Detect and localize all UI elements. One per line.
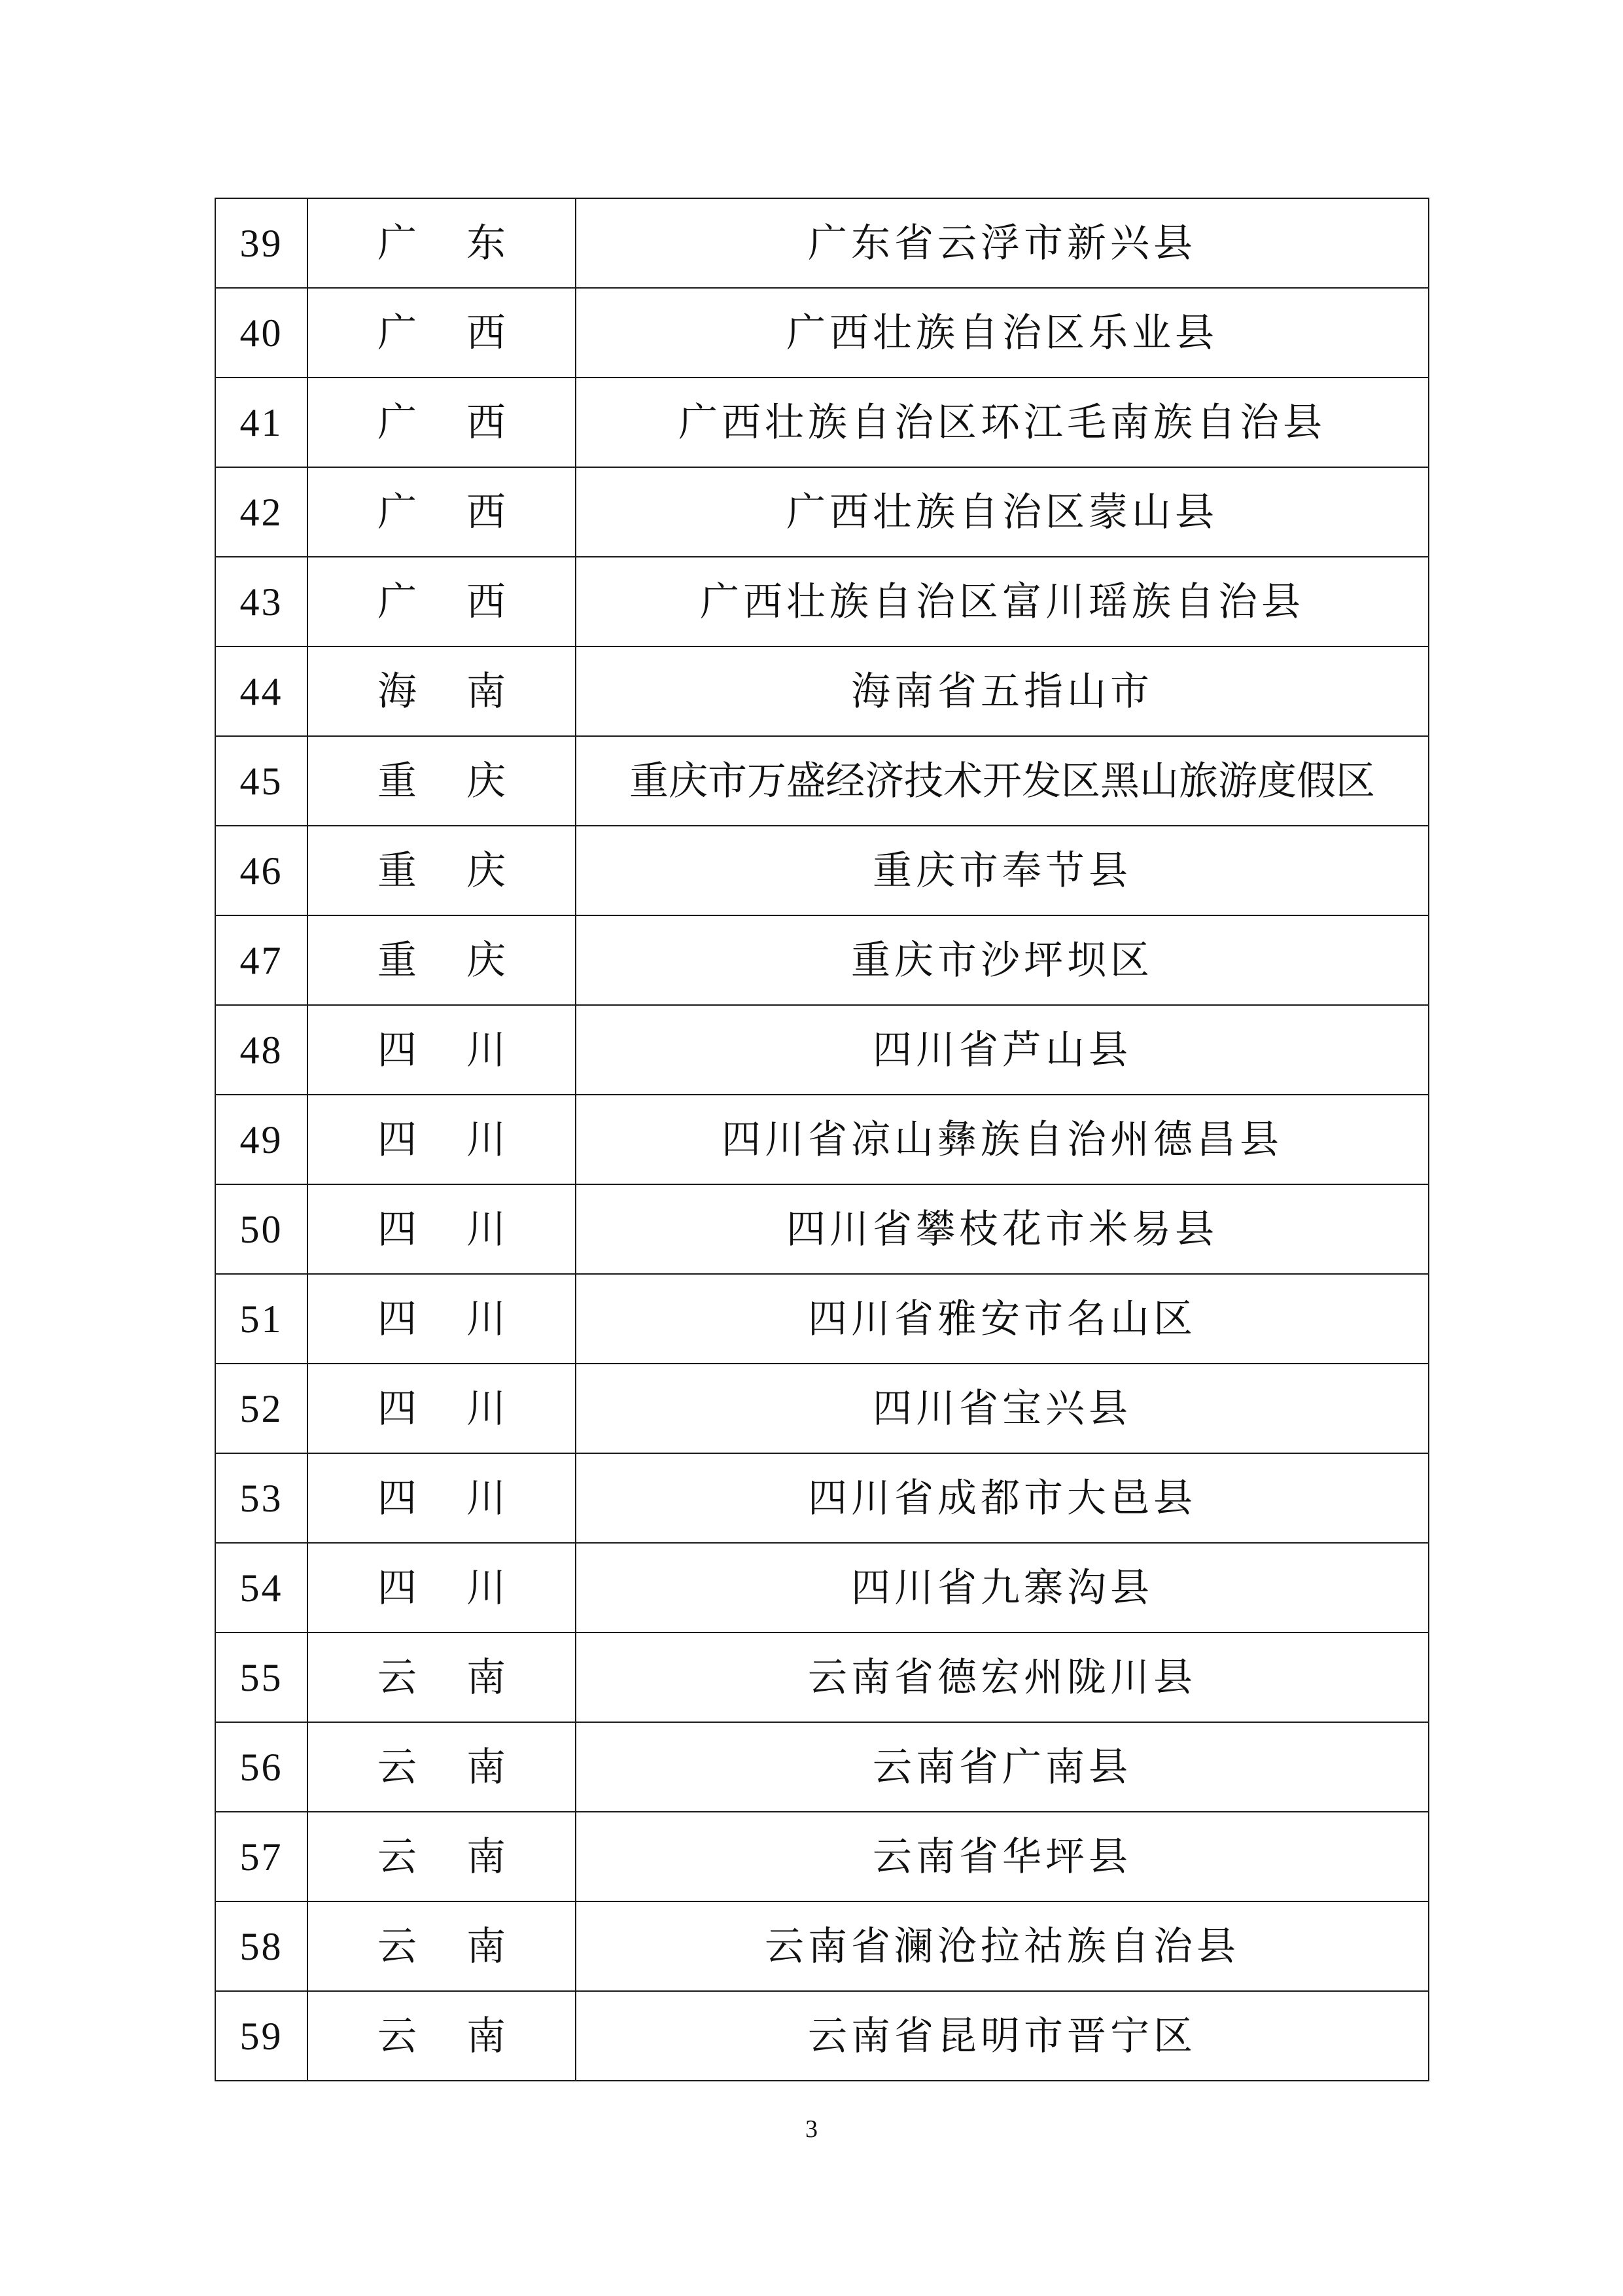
table-row (215, 288, 1429, 378)
province-char: 西 (466, 309, 506, 356)
row-number: 49 (215, 1095, 307, 1184)
table-row (215, 1364, 1429, 1453)
row-number: 55 (215, 1633, 307, 1722)
province-char: 西 (466, 578, 506, 625)
province-char: 四 (377, 1027, 417, 1073)
place-name: 四川省凉山彝族自治州德昌县 (576, 1095, 1429, 1184)
province-char: 云 (377, 1923, 417, 1969)
table-row (215, 1184, 1429, 1274)
table-row (215, 557, 1429, 646)
row-number: 40 (215, 288, 307, 378)
row-number: 59 (215, 1991, 307, 2081)
table-row (215, 467, 1429, 557)
province-char: 四 (377, 1116, 417, 1163)
province-char: 云 (377, 2013, 417, 2059)
province-char: 川 (466, 1206, 506, 1252)
province-char: 海 (377, 668, 417, 715)
province-char: 南 (466, 1654, 506, 1701)
province-cell (307, 1812, 576, 1901)
place-name: 重庆市万盛经济技术开发区黑山旅游度假区 (576, 736, 1429, 826)
page-number: 3 (805, 2115, 818, 2143)
table-row (215, 915, 1429, 1005)
province-char: 四 (377, 1296, 417, 1342)
table-row (215, 1722, 1429, 1812)
province-cell (307, 288, 576, 378)
province-cell (307, 378, 576, 467)
province-char: 庆 (466, 937, 506, 983)
row-number: 50 (215, 1184, 307, 1274)
province-char: 西 (466, 399, 506, 446)
row-number: 54 (215, 1543, 307, 1633)
row-number: 48 (215, 1005, 307, 1095)
province-char: 川 (466, 1564, 506, 1611)
table-row (215, 1095, 1429, 1184)
table-row (215, 378, 1429, 467)
province-char: 重 (377, 758, 417, 804)
place-name: 四川省九寨沟县 (576, 1543, 1429, 1633)
table-row (215, 1901, 1429, 1991)
province-cell (307, 1722, 576, 1812)
place-name: 云南省昆明市晋宁区 (576, 1991, 1429, 2081)
place-name: 广西壮族自治区蒙山县 (576, 467, 1429, 557)
province-char: 重 (377, 937, 417, 983)
province-char: 南 (466, 1923, 506, 1969)
province-char: 东 (466, 220, 506, 266)
province-char: 广 (377, 399, 417, 446)
table-row (215, 736, 1429, 826)
place-name: 四川省攀枝花市米易县 (576, 1184, 1429, 1274)
province-cell (307, 198, 576, 288)
row-number: 53 (215, 1453, 307, 1543)
province-cell (307, 1901, 576, 1991)
row-number: 46 (215, 826, 307, 915)
row-number: 42 (215, 467, 307, 557)
province-char: 川 (466, 1385, 506, 1432)
row-number: 39 (215, 198, 307, 288)
province-char: 云 (377, 1654, 417, 1701)
row-number: 51 (215, 1274, 307, 1364)
place-name: 广西壮族自治区富川瑶族自治县 (576, 557, 1429, 646)
place-name: 云南省德宏州陇川县 (576, 1633, 1429, 1722)
row-number: 43 (215, 557, 307, 646)
province-cell (307, 1991, 576, 2081)
province-char: 庆 (466, 847, 506, 894)
place-name: 重庆市沙坪坝区 (576, 915, 1429, 1005)
province-char: 广 (377, 220, 417, 266)
table-row (215, 1991, 1429, 2081)
province-char: 云 (377, 1833, 417, 1880)
place-name: 广西壮族自治区乐业县 (576, 288, 1429, 378)
place-name: 四川省雅安市名山区 (576, 1274, 1429, 1364)
province-cell (307, 646, 576, 736)
province-cell (307, 915, 576, 1005)
province-cell (307, 1543, 576, 1633)
province-char: 四 (377, 1206, 417, 1252)
province-char: 四 (377, 1475, 417, 1521)
place-name: 四川省宝兴县 (576, 1364, 1429, 1453)
province-char: 广 (377, 309, 417, 356)
province-char: 重 (377, 847, 417, 894)
province-char: 广 (377, 578, 417, 625)
table-row (215, 646, 1429, 736)
province-char: 云 (377, 1744, 417, 1790)
province-char: 川 (466, 1027, 506, 1073)
province-cell (307, 1453, 576, 1543)
table-row (215, 198, 1429, 288)
province-cell (307, 557, 576, 646)
table-row (215, 826, 1429, 915)
province-cell (307, 1095, 576, 1184)
table-row (215, 1812, 1429, 1901)
place-name: 重庆市奉节县 (576, 826, 1429, 915)
table-body (215, 198, 1429, 2081)
province-cell (307, 1633, 576, 1722)
table-row (215, 1633, 1429, 1722)
place-name: 海南省五指山市 (576, 646, 1429, 736)
province-cell (307, 1184, 576, 1274)
province-char: 四 (377, 1385, 417, 1432)
place-name: 四川省芦山县 (576, 1005, 1429, 1095)
table-row (215, 1453, 1429, 1543)
province-char: 南 (466, 1833, 506, 1880)
province-char: 广 (377, 489, 417, 535)
province-cell (307, 467, 576, 557)
province-char: 南 (466, 1744, 506, 1790)
row-number: 41 (215, 378, 307, 467)
province-cell (307, 826, 576, 915)
province-char: 南 (466, 668, 506, 715)
province-cell (307, 1005, 576, 1095)
place-name: 云南省华坪县 (576, 1812, 1429, 1901)
province-cell (307, 1274, 576, 1364)
row-number: 52 (215, 1364, 307, 1453)
table-row (215, 1005, 1429, 1095)
province-char: 南 (466, 2013, 506, 2059)
region-list-table (215, 198, 1429, 2081)
province-char: 川 (466, 1475, 506, 1521)
place-name: 四川省成都市大邑县 (576, 1453, 1429, 1543)
table-row (215, 1543, 1429, 1633)
place-name: 云南省广南县 (576, 1722, 1429, 1812)
row-number: 58 (215, 1901, 307, 1991)
province-char: 西 (466, 489, 506, 535)
row-number: 45 (215, 736, 307, 826)
row-number: 47 (215, 915, 307, 1005)
row-number: 44 (215, 646, 307, 736)
place-name: 云南省澜沧拉祜族自治县 (576, 1901, 1429, 1991)
province-char: 庆 (466, 758, 506, 804)
row-number: 57 (215, 1812, 307, 1901)
province-char: 四 (377, 1564, 417, 1611)
province-cell (307, 736, 576, 826)
table-row (215, 1274, 1429, 1364)
province-char: 川 (466, 1296, 506, 1342)
province-char: 川 (466, 1116, 506, 1163)
row-number: 56 (215, 1722, 307, 1812)
place-name: 广西壮族自治区环江毛南族自治县 (576, 378, 1429, 467)
province-cell (307, 1364, 576, 1453)
place-name: 广东省云浮市新兴县 (576, 198, 1429, 288)
